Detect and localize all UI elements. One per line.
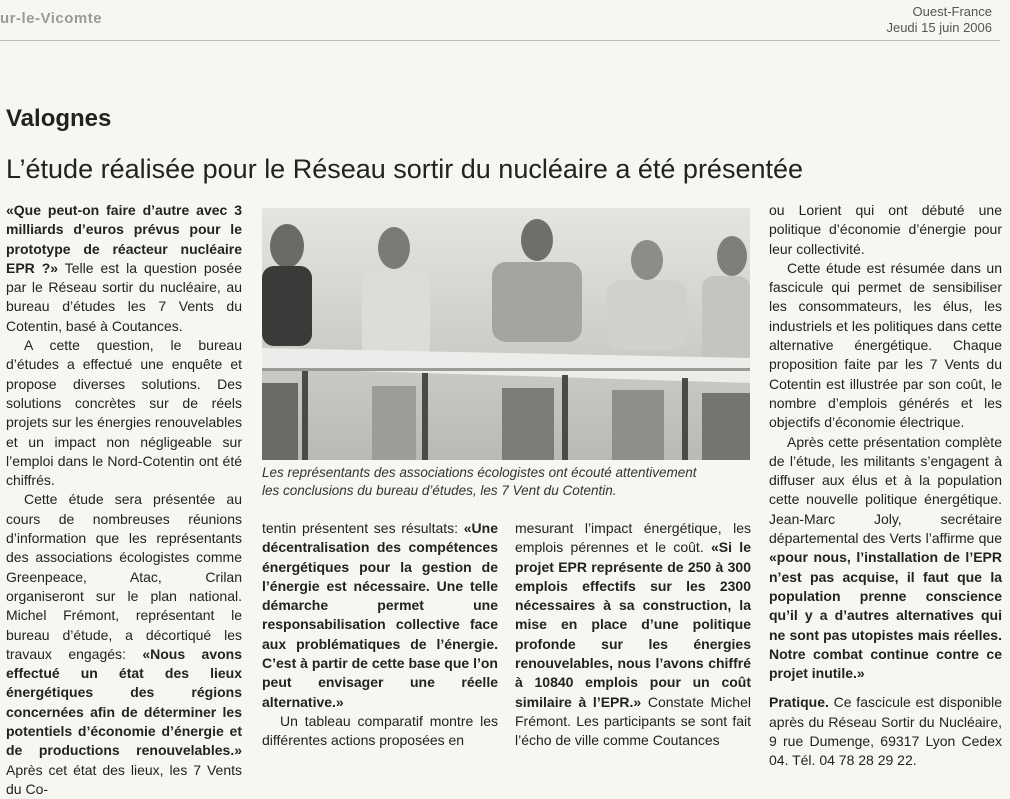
text-run: Après cette présentation complète de l’étude, les militants s’engagent à diffuser aux élus et à la population cette nouvelle politique énergétique. Jean-Marc Joly, secrétaire départemental des Verts l’affirme que bbox=[769, 433, 1002, 547]
paragraph: Cette étude est résumée dans un fascicule qui permet de sensibiliser les consommateurs, les élus, les industriels et les politiques dans cette alternative énergétique. Chaque proposition faite par les 7 Vents du Cotentin est illustrée par son coût, le nombre d’emplois générés et les objectifs d’économie électrique. bbox=[769, 259, 1002, 431]
caption-line: les conclusions du bureau d’études, les 7 Vent du Cotentin. bbox=[262, 483, 617, 498]
paragraph bbox=[6, 201, 242, 336]
paragraph: ou Lorient qui ont débuté une politique d’économie d’énergie pour leur collectivité. bbox=[769, 202, 1002, 257]
paragraph: A cette question, le bureau d’études a effectué une enquête et propose diverses solutions. Des solutions concrètes sur de réels projets sur les énergies renouvelables et un impact non négligeable sur l’emploi dans le Nord-Cotentin ont été chiffrés. bbox=[6, 337, 242, 489]
column-1 bbox=[6, 201, 242, 799]
lead-quote: «Que peut-on faire d’autre avec 3 milliards d’euros prévus pour le prototype de réacteur nucléaire EPR ?» bbox=[6, 202, 242, 276]
paragraph bbox=[6, 490, 242, 799]
photo-caption bbox=[262, 464, 750, 500]
quote: «Une décentralisation des compétences énergétiques pour la gestion de l’énergie est nécessaire. Une telle démarche permet une responsabilisation collective face aux problématiques de l’énergie. C’est à partir de cette base que l’on peut envisager une réelle alternative.» bbox=[262, 520, 498, 710]
publication-date: Jeudi 15 juin 2006 bbox=[886, 20, 992, 35]
lead-text: Telle est la question posée par le Réseau sortir du nucléaire, au bureau d’études les 7 Vents du Cotentin, basé à Coutances. bbox=[6, 259, 243, 334]
quote: «Si le projet EPR représente de 250 à 300 emplois effectifs sur les 2300 nécessaires à sa construction, la mise en place d’une politique profonde sur les énergies renouvelables, nous l’avons chiffré à 10840 emplois pour un coût similaire à l’EPR.» bbox=[515, 539, 751, 710]
text-run: Constate Michel Frémont. Les participants se sont fait l’écho de ville comme Coutances bbox=[515, 693, 751, 749]
town-header: ur-le-Vicomte bbox=[0, 10, 103, 27]
column-2 bbox=[262, 519, 498, 751]
section-title: Valognes bbox=[6, 105, 112, 132]
caption-line: Les représentants des associations écologistes ont écouté attentivement bbox=[262, 465, 697, 480]
text-run: Après cet état des lieux, les 7 Vents du Co- bbox=[6, 761, 242, 797]
paragraph bbox=[769, 433, 1002, 684]
practical-info bbox=[769, 693, 1002, 770]
column-3 bbox=[515, 519, 751, 751]
practical-text: Ce fascicule est disponible après du Réseau Sortir du Nucléaire, 9 rue Dumenge, 69317 Lyon Cedex 04. Tél. 04 78 28 29 22. bbox=[769, 694, 1002, 769]
masthead-info bbox=[886, 4, 992, 36]
text-run: Cette étude sera présentée au cours de nombreuses réunions d’information que les représentants des associations écologistes comme Greenpeace, Atac, Crilan organiseront sur le plan national. Michel Frémont, représentant le bureau d’étude, a décortiqué les travaux engagés: bbox=[6, 491, 242, 662]
newspaper-name: Ouest-France bbox=[912, 4, 992, 19]
column-4 bbox=[769, 201, 1002, 771]
header-rule bbox=[0, 40, 1000, 41]
paragraph bbox=[515, 519, 751, 751]
text-run: mesurant l’impact énergétique, les emplois pérennes et le coût. bbox=[515, 520, 751, 556]
paragraph: Un tableau comparatif montre les différentes actions proposées en bbox=[262, 712, 498, 749]
text-run: tentin présentent ses résultats: bbox=[262, 520, 464, 536]
paragraph bbox=[262, 519, 498, 712]
article-headline: L’étude réalisée pour le Réseau sortir du nucléaire a été présentée bbox=[6, 154, 804, 184]
practical-label: Pratique. bbox=[769, 694, 829, 711]
quote: «Nous avons effectué un état des lieux énergétiques des régions concernées afin de déterminer les potentiels d’économie d’énergie et de productions renouvelables.» bbox=[6, 645, 243, 759]
article-photo bbox=[262, 208, 750, 460]
quote: «pour nous, l’installation de l’EPR n’est pas acquise, il faut que la population prenne conscience qu’il y a d’autres alternatives qui ne sont pas utopistes mais réelles. Notre combat continue contre ce projet inutile.» bbox=[769, 549, 1002, 682]
